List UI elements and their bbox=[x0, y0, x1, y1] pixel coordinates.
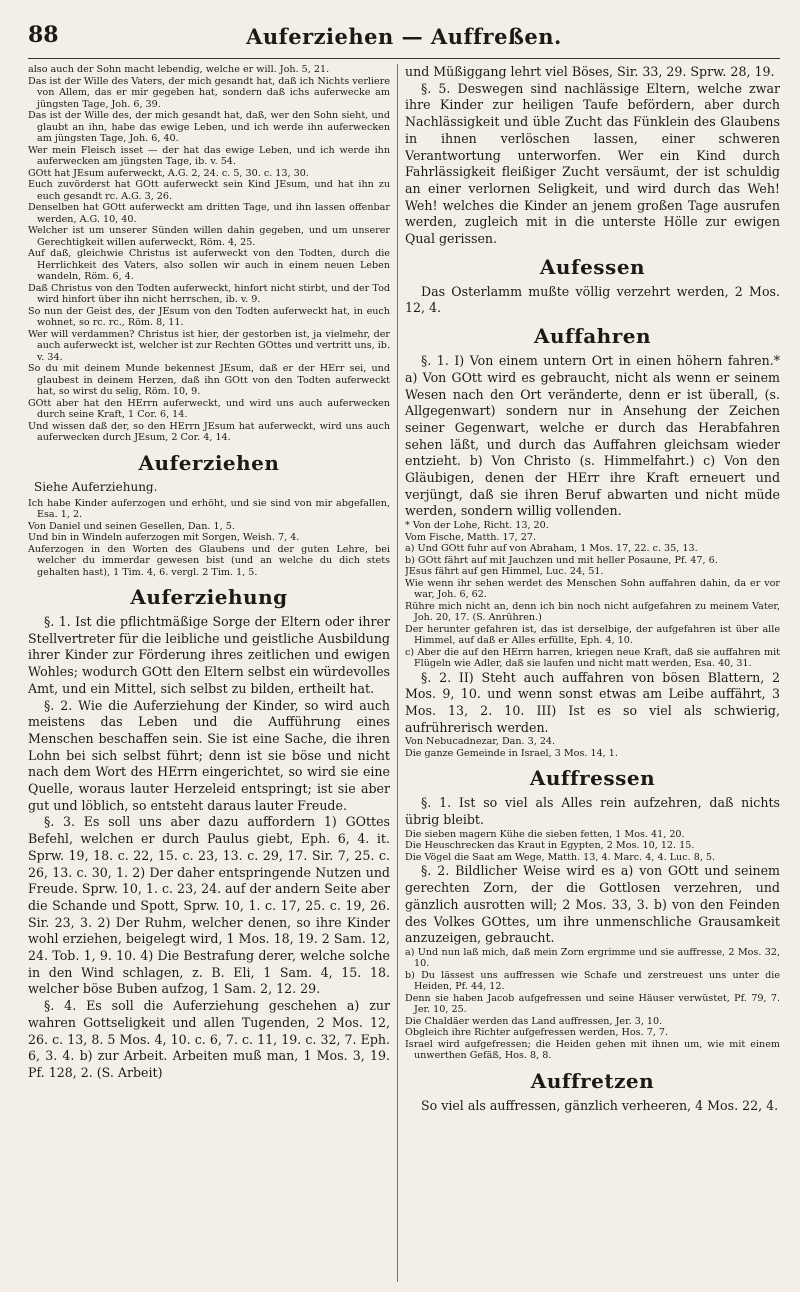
verse: also auch der Sohn macht lebendig, welche er will. Joh. 5, 21. bbox=[28, 64, 330, 75]
verse: b) GOtt fährt auf mit Jauchzen und mit heller Posaune, Pf. 47, 6. bbox=[405, 554, 718, 566]
entry-heading-auffahren: Auffahren bbox=[533, 324, 652, 349]
column-divider bbox=[397, 64, 398, 1282]
paragraph: §. 5. Deswegen sind nachlässige Eltern, welche zwar ihre Kinder zur heiligen Taufe befördern, aber durch Nachlässigkeit und üble Zucht das Fünklein des Glaubens in ihnen verlöschen lassen, einer schweren Verantwortung unterworfen. Wer ein Kind durch Fahrlässigkeit fleißiger Zucht versäumt, der ist schuldig an einer verlornen Seligkeit, und wird durch das Weh! Weh! welches die Kinder an jenem großen Tage ausrufen werden, zugleich mit in die unterste Hölle zur ewigen Qual gerissen. bbox=[405, 80, 780, 247]
verse: Israel wird aufgefressen; die Heiden gehen mit ihnen um, wie mit einem unwerthen Gefäß, Hos. 8, 8. bbox=[405, 1038, 780, 1062]
entry-heading-aufessen: Aufessen bbox=[539, 254, 646, 279]
entry-heading-auferziehung: Auferziehung bbox=[130, 585, 288, 609]
verse: Und wissen daß der, so den HErrn JEsum hat auferweckt, wird uns auch auferwecken durch JEsum, 2 Cor. 4, 14. bbox=[28, 420, 390, 443]
verse-list-auffahren bbox=[405, 520, 780, 670]
entry-heading-auffressen: Auffressen bbox=[529, 766, 656, 791]
verse: Euch zuvörderst hat GOtt auferweckt sein Kind JEsum, und hat ihn zu euch gesandt rc. A.G. 3, 26. bbox=[28, 179, 390, 202]
verse: Denselben hat GOtt auferweckt am dritten Tage, und ihn lassen offenbar werden, A.G. 10, 40. bbox=[28, 202, 390, 225]
paragraph: §. 2. II) Steht auch auffahren von bösen Blattern, 2 Mos. 9, 10. und wenn sonst etwas am Leibe auffährt, 3 Mos. 13, 2. 10. III) Ist es so viel als schwierig, aufrührerisch werden. bbox=[405, 669, 780, 735]
verse: Auf daß, gleichwie Christus ist auferweckt von den Todten, durch die Herrlichkeit des Vaters, also sollen wir auch in einem neuen Leben wandeln, Röm. 6, 4. bbox=[28, 248, 390, 282]
verse: GOtt aber hat den HErrn auferweckt, und wird uns auch auferwecken durch seine Kraft, 1 Cor. 6, 14. bbox=[28, 397, 390, 420]
page-header bbox=[28, 18, 780, 59]
paragraph-continuation: und Müßiggang lehrt viel Böses, Sir. 33, 29. Sprw. 28, 19. bbox=[405, 64, 775, 79]
verse: Die Vögel die Saat am Wege, Matth. 13, 4. Marc. 4, 4. Luc. 8, 5. bbox=[405, 851, 716, 863]
paragraph: §. 3. Es soll uns aber dazu auffordern 1) GOttes Befehl, welchen er durch Paulus giebt, Eph. 6, 4. it. Sprw. 19, 18. c. 22, 15. c. 23, 13. c. 29, 17. Sir. 7, 25. c. 26, 13. c. 30, 1. 2) Der daher entspringende Nutzen und Freude. Sprw. 10, 1. c. 23, 24. auf der andern Seite aber die Schande und Spott, Sprw. 10, 1. c. 17, 25. c. 19, 26. Sir. 23, 3. 2) Der Ruhm, welcher denen, so ihre Kinder wohl erziehen, beigelegt wird, 1 Mos. 18, 19. 2 Sam. 12, 24. Tob. 1, 9. 10. 4) Die Bestrafung derer, welche solche in den Wind schlagen, z. B. Eli, 1 Sam. 4, 15. 18. welcher böse Buben aufzog, 1 Sam. 2, 12. 29. bbox=[28, 814, 390, 997]
entry-heading-auffretzen: Auffretzen bbox=[530, 1068, 655, 1093]
verse-list-auffressen bbox=[405, 829, 780, 864]
verse: Von Daniel und seinen Gesellen, Dan. 1, 5. bbox=[28, 520, 235, 532]
book-page bbox=[28, 18, 780, 1280]
verse: Auferzogen in den Worten des Glaubens und der guten Lehre, bei welcher du immerdar gewesen bist (und an welche du dich stets gehalten hast), 1 Tim. 4, 6. vergl. 2 Tim. 1, 5. bbox=[28, 543, 390, 578]
paragraph: §. 1. I) Von einem untern Ort in einen höhern fahren.* a) Von GOtt wird es gebraucht, nicht als wenn er seinem Wesen nach den Ort veränderte, denn er ist überall, (s. Allgegenwart) sondern nur in Ansehung der Zeichen seiner Gegenwart, welche er durch das Herabfahren sehen läßt, und durch das Auffahren gleichsam wieder entzieht. b) Von Christo (s. Himmelfahrt.) c) Von den Gläubigen, denen der HErr ihre Kraft erneuert und verjüngt, daß sie ihren Beruf abwarten und nicht müde werden, sondern willig vollenden. bbox=[405, 353, 780, 519]
verse-list-auferwecken bbox=[28, 64, 390, 444]
left-column bbox=[28, 64, 390, 1082]
verse-list-auffressen-2 bbox=[405, 947, 780, 1062]
verse: Rühre mich nicht an, denn ich bin noch nicht aufgefahren zu meinem Vater, Joh. 20, 17. (S. Anrühren.) bbox=[405, 600, 780, 624]
verse: GOtt hat JEsum auferweckt, A.G. 2, 24. c. 5, 30. c. 13, 30. bbox=[28, 167, 309, 179]
verse: Wer mein Fleisch isset — der hat das ewige Leben, und ich werde ihn auferwecken am jüngsten Tage, ib. v. 54. bbox=[28, 144, 390, 167]
verse: JEsus fährt auf gen Himmel, Luc. 24, 51. bbox=[405, 566, 604, 578]
page-number: 88 bbox=[28, 22, 59, 48]
verse: Ich habe Kinder auferzogen und erhöht, und sie sind von mir abgefallen, Esa. 1, 2. bbox=[28, 497, 390, 520]
verse: Das ist der Wille des Vaters, der mich gesandt hat, daß ich Nichts verliere von Allem, das er mir gegeben hat, sondern daß ichs auferwecke am jüngsten Tage, Joh. 6, 39. bbox=[28, 75, 390, 110]
verse: b) Du lässest uns auffressen wie Schafe und zerstreuest uns unter die Heiden, Pf. 44, 12. bbox=[405, 969, 780, 993]
right-column bbox=[405, 64, 780, 1115]
verse: Wer will verdammen? Christus ist hier, der gestorben ist, ja vielmehr, der auch auferweckt ist, welcher ist zur Rechten GOttes und vertritt uns, ib. v. 34. bbox=[28, 328, 390, 363]
verse: Das ist der Wille des, der mich gesandt hat, daß, wer den Sohn sieht, und glaubt an ihn, habe das ewige Leben, und ich werde ihn auferwecken am jüngsten Tage, Joh. 6, 40. bbox=[28, 110, 390, 144]
verse: Die ganze Gemeinde in Israel, 3 Mos. 14, 1. bbox=[405, 747, 618, 759]
verse: Die Heuschrecken das Kraut in Egypten, 2 Mos. 10, 12. 15. bbox=[405, 840, 695, 852]
verse: Und bin in Windeln auferzogen mit Sorgen, Weish. 7, 4. bbox=[28, 532, 300, 543]
verse: Obgleich ihre Richter aufgefressen werden, Hos. 7, 7. bbox=[405, 1027, 669, 1039]
paragraph: §. 1. Ist die pflichtmäßige Sorge der Eltern oder ihrer Stellvertreter für die leibliche und geistliche Ausbildung ihrer Kinder zur Förderung ihres zeitlichen und ewigen Wohles; wodurch GOtt den Eltern selbst ein würdevolles Amt, und ein Mittel, sich selbst zu bilden, ertheilt hat. bbox=[28, 614, 390, 696]
verse-list-auferziehen bbox=[28, 498, 390, 579]
verse: Denn sie haben Jacob aufgefressen und seine Häuser verwüstet, Pf. 79, 7. Jer. 10, 25. bbox=[405, 992, 780, 1016]
verse: Von Nebucadnezar, Dan. 3, 24. bbox=[405, 736, 556, 748]
verse: So du mit deinem Munde bekennest JEsum, daß er der HErr sei, und glaubest in deinem Herzen, daß ihn GOtt von den Todten auferweckt hat, so wirst du selig, Röm. 10, 9. bbox=[28, 363, 390, 397]
running-title: Auferziehen — Auffreßen. bbox=[246, 24, 562, 49]
verse: * Von der Lohe, Richt. 13, 20. bbox=[405, 520, 549, 532]
verse-list-auffahren-2 bbox=[405, 736, 780, 759]
verse: Daß Christus von den Todten auferweckt, hinfort nicht stirbt, und der Tod wird hinfort über ihn nicht herrschen, ib. v. 9. bbox=[28, 282, 390, 305]
entry-heading-auferziehen: Auferziehen bbox=[138, 450, 280, 475]
verse: So nun der Geist des, der JEsum von den Todten auferweckt hat, in euch wohnet, so rc. rc., Röm. 8, 11. bbox=[28, 305, 390, 328]
paragraph: §. 2. Wie die Auferziehung der Kinder, so wird auch meistens das Leben und die Aufführung eines Menschen beschaffen sein. Sie ist eine Sache, die ihren Lohn bei sich selbst führt; denn ist sie böse und nicht nach dem Wort des HErrn eingerichtet, so wird sie eine Quelle, woraus lauter Herzeleid entspringt; ist sie aber gut und löblich, so entsteht daraus lauter Freude. bbox=[28, 697, 390, 813]
paragraph: §. 4. Es soll die Auferziehung geschehen a) zur wahren Gottseligkeit und allen Tugenden, 2 Mos. 12, 26. c. 13, 8. 5 Mos. 4, 10. c. 6, 7. c. 11, 19. c. 32, 7. Eph. 6, 3. 4. b) zur Arbeit. Arbeiten muß man, 1 Mos. 3, 19. Pf. 128, 2. (S. Arbeit) bbox=[28, 998, 390, 1080]
verse: Die sieben magern Kühe die sieben fetten, 1 Mos. 41, 20. bbox=[405, 828, 685, 840]
paragraph: §. 2. Bildlicher Weise wird es a) von GOtt und seinem gerechten Zorn, der die Gottlosen verzehren, und gänzlich ausrotten will; 2 Mos. 33, 3. b) von den Feinden des Volkes GOttes, um ihre unmenschliche Grausamkeit anzuzeigen, gebraucht. bbox=[405, 863, 780, 946]
verse: Die Chaldäer werden das Land auffressen, Jer. 3, 10. bbox=[405, 1015, 663, 1027]
paragraph: §. 1. Ist so viel als Alles rein aufzehren, daß nichts übrig bleibt. bbox=[405, 795, 780, 828]
verse: Wie wenn ihr sehen werdet des Menschen Sohn auffahren dahin, da er vor war, Joh. 6, 62. bbox=[405, 577, 780, 601]
verse: Der herunter gefahren ist, das ist derselbige, der aufgefahren ist über alle Himmel, auf daß er Alles erfüllte, Eph. 4, 10. bbox=[405, 623, 780, 647]
paragraph: So viel als auffressen, gänzlich verheeren, 4 Mos. 22, 4. bbox=[421, 1097, 779, 1113]
verse: a) Und GOtt fuhr auf von Abraham, 1 Mos. 17, 22. c. 35, 13. bbox=[405, 543, 698, 555]
verse: Welcher ist um unserer Sünden willen dahin gegeben, und um unserer Gerechtigkeit willen auferweckt, Röm. 4, 25. bbox=[28, 225, 390, 248]
verse: c) Aber die auf den HErrn harren, kriegen neue Kraft, daß sie auffahren mit Flügeln wie Adler, daß sie laufen und nicht matt werden, Esa. 40, 31. bbox=[405, 646, 780, 670]
paragraph: Das Osterlamm mußte völlig verzehrt werden, 2 Mos. 12, 4. bbox=[405, 283, 780, 316]
two-column-body bbox=[28, 64, 780, 1280]
see-also-note: Siehe Auferziehung. bbox=[34, 479, 158, 494]
verse: Vom Fische, Matth. 17, 27. bbox=[405, 531, 537, 543]
verse: a) Und nun laß mich, daß mein Zorn ergrimme und sie auffresse, 2 Mos. 32, 10. bbox=[405, 946, 780, 970]
